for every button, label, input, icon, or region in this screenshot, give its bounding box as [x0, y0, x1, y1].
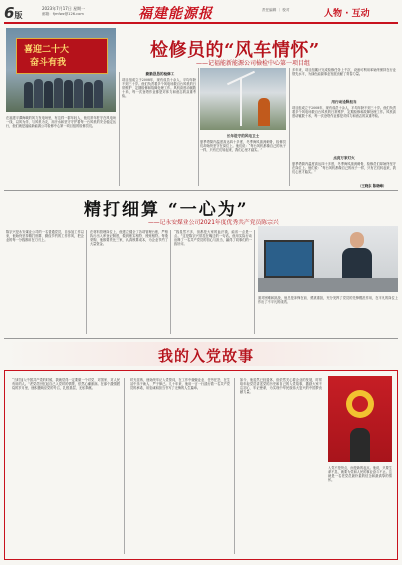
header-rule [4, 22, 398, 24]
email-line: 邮箱：fjmfwz@126.com [42, 12, 84, 16]
feature2-body-d: 面对困难和挑战，他总是冲锋在前、勇挑重担，充分发挥了党员的先锋模范作用，在平凡的岗位上作出了不平凡的成绩。 [258, 296, 398, 305]
feature1-title: 检修员的“风车情怀” [150, 40, 320, 61]
people-group [24, 74, 104, 108]
essay-title: 我的入党故事 [158, 347, 255, 365]
feature1-body-c: 夏季塔筒内温度高达四十多度，冬季海风凛冽刺骨，检修员们却始终坚守在岗位上。他们说：“每台风机都像自己的孩子一样，只有它们转起来，我们心里才踏实。” [200, 140, 286, 153]
feature2-photo [258, 226, 398, 292]
feature1-subhead-4: 点亮万家灯火 [333, 156, 355, 160]
essay-body-d: 入党不是终点，而是新的起点。他说，只要生命不息，就要为党和人民的事业奋斗不止。这就是一名老党员最朴素的信念和最真挚的情怀。 [328, 466, 392, 483]
oath-figure [350, 428, 370, 462]
section-divider-2 [4, 338, 398, 339]
feature1-body-f: 夏季塔筒内温度高达四十多度，冬季海风凛冽刺骨，检修员们却始终坚守在岗位上。他们说：“每台风机都像自己的孩子一样，只有它们转起来，我们心里才踏实。” [292, 162, 396, 175]
essay-body-b: 时光荏苒，他始终牢记入党誓词，在工作中兢兢业业、任劳任怨，在生活中乐于助人、严于律己。几十年来，他用一言一行践行着一名共产党员的承诺，用忠诚和担当书写了无悔的人生篇章。 [130, 378, 230, 391]
section-divider-1 [4, 190, 398, 191]
desk [258, 278, 398, 292]
feature2-body-b: 在材料管理岗位上，他建立健全了各项管理台账，严格执行出入库登记制度，做到账实相符、账账相符。每逢采购，他都要货比三家，认真核算成本，为企业节约了大量资金。 [90, 230, 168, 247]
feature1-body-b: 项目组成立于2008年，现有成员十余人，平均年龄不到三十岁。他们负责着多个风电场数百台风机的日常维护、定期检修和故障处理工作。风机高度动辄数十米，每一次登塔作业都是对体力和意志的双重考验。 [122, 78, 196, 99]
page-number-suffix: 版 [14, 11, 23, 20]
feature1-photo-2 [200, 68, 286, 130]
essay-body-c: 如今，他虽然已经退休，但依然关心着企业的发展，时常给年轻党员讲述党的历史和自己的入党故事，激励大家不忘初心、牢记使命，为实现中华民族伟大复兴的中国梦贡献力量。 [240, 378, 322, 395]
feature1-body-e: 项目组成立于2008年，现有成员十余人，平均年龄不到三十岁。他们负责着多个风电场数百台风机的日常维护、定期检修和故障处理工作。风机高度动辄数十米，每一次登塔作业都是对体力和意志的双重考验。 [292, 106, 396, 119]
date-line: 2023年7月17日 星期一 [42, 6, 86, 11]
essay-body-a: “当时加入中国共产党的时候，我就觉得一定要做一个对党、对国家、对人民有用的人。”老党员回忆起自己入党时的情景，依然心潮澎湃。在那个激情燃烧的岁月里，他积极响应党的号召，扎根基层，无私奉献。 [12, 378, 120, 391]
page-number-digit: 6 [4, 4, 15, 22]
badge-line-1: 喜迎二十大 [24, 45, 70, 55]
page-header [0, 0, 402, 24]
essay-photo [328, 376, 392, 462]
feature2-body-a: 陈宗兴是永安煤业公司的一名普通党员，自参加工作以来，他始终坚持精打细算、勤俭节约的工作作风，把企业的每一分钱都用在刀刃上。 [6, 230, 84, 243]
feature2-subtitle: ——记永安煤业公司2021年度优秀共产党员陈宗兴 [148, 220, 279, 226]
section-code: 责任编辑 ｜ 校对 [262, 8, 290, 12]
feature2-body-c: “钱虽然不多，但都是大家的血汗钱，能省一点是一点。”这是陈宗兴常挂在嘴边的一句话。他用实际行动诠释了一名共产党员的初心与担当，赢得了同事们的一致好评。 [174, 230, 252, 247]
feature1-subtitle: ——记福能新能源公司檢检中心第一项目组 [196, 60, 311, 67]
monitor-screen [264, 240, 314, 278]
feature1-byline: （王晓东 陈晓峰） [358, 184, 387, 188]
page-number [4, 4, 22, 22]
feature1-subhead-1: 勤勤恳恳的检修工 [145, 72, 175, 76]
feature1-subhead-3: 用行动诠释担当 [331, 100, 357, 104]
section-title: 人物 · 互动 [324, 9, 370, 19]
feature1-body-a: 在福建平潭海峡的风力发电场里，有这样一群年轻人，他们常年驻守在风电场一线，以风为伴，与风机为友，用汗水和坚守守护着每一台风机的安全稳定运行，他们就是福能新能源公司检修中心第一项目组的检修员们。 [6, 116, 116, 129]
masthead-logo: 福建能源报 [138, 6, 213, 22]
feature1-body-d: 多年来，项目组累计完成检修任务上千次，设备可利用率始终保持在行业领先水平，为绿色能源事业发展贡献了青春力量。 [292, 68, 396, 77]
feature1-photo [6, 28, 116, 112]
feature2-title-text: 精打细算 “一心为” [84, 200, 249, 220]
wind-turbine-icon [240, 78, 242, 126]
worker-figure [258, 98, 270, 126]
badge-line-2: 奋斗有我 [30, 58, 67, 68]
feature1-subhead-2: 长年驻守的风电卫士 [226, 134, 260, 138]
